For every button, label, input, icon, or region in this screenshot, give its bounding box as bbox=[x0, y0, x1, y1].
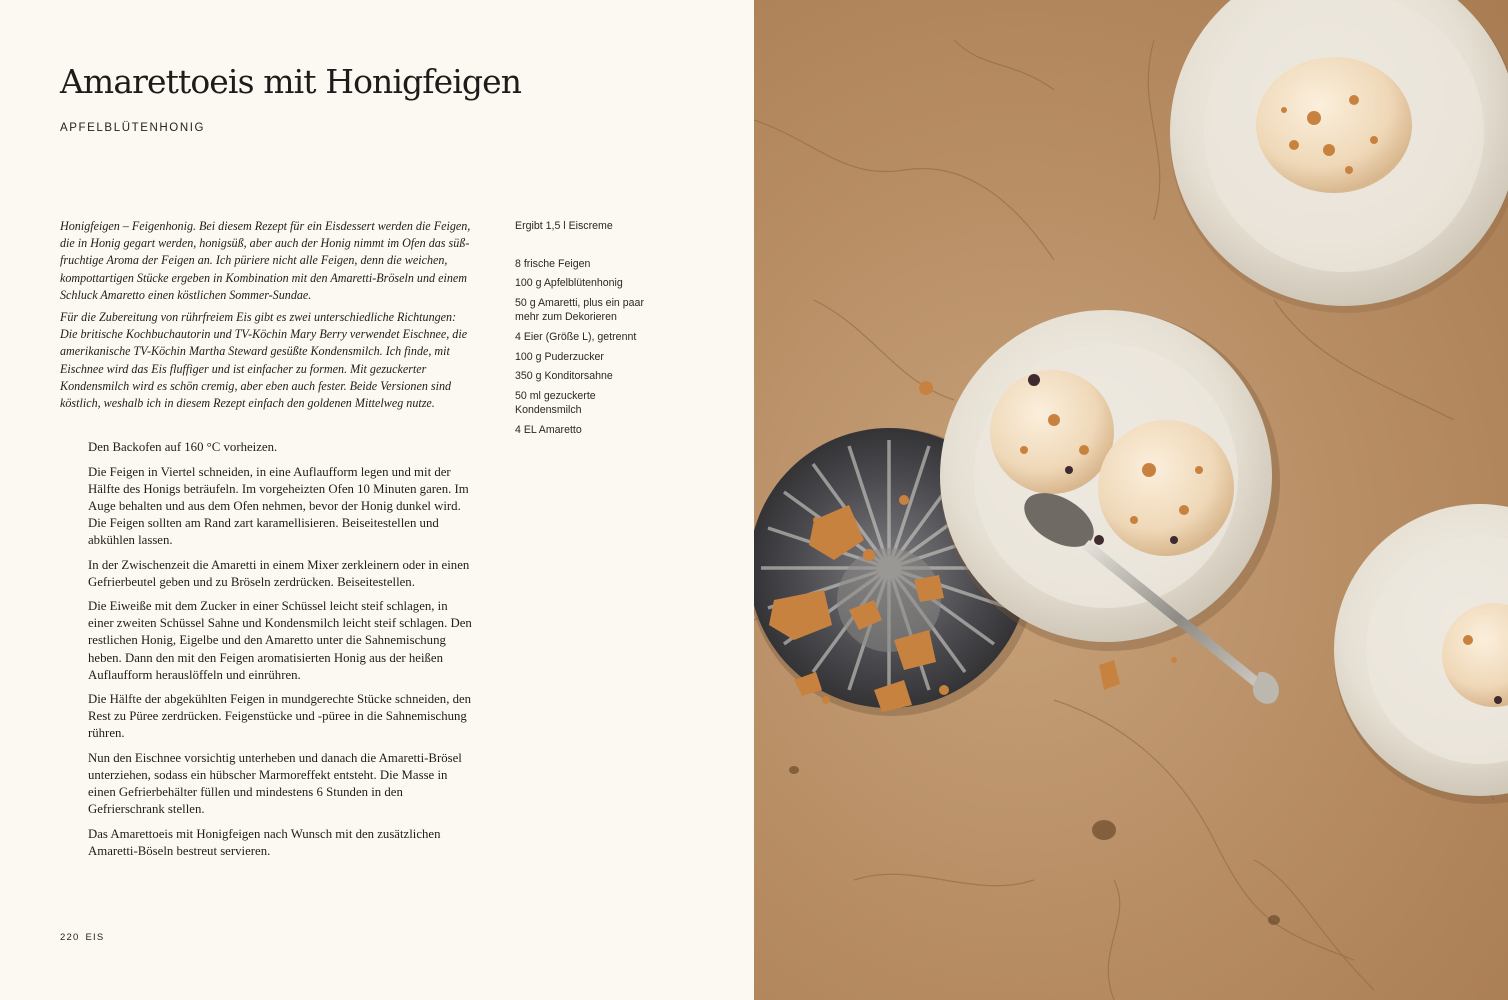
recipe-yield: Ergibt 1,5 l Eiscreme bbox=[515, 220, 613, 232]
instruction-step: In der Zwischenzeit die Amaretti in einem Mixer zerkleinern oder in einen Gefrierbeutel geben und zu Bröseln zerdrücken. Beiseitestellen. bbox=[88, 557, 470, 589]
ingredient-item: 8 frische Feigen bbox=[515, 257, 591, 270]
ingredient-panel bbox=[515, 219, 665, 443]
page-footer bbox=[60, 932, 104, 943]
ingredient-item: 4 EL Amaretto bbox=[515, 423, 582, 436]
instruction-step: Die Hälfte der abgekühlten Feigen in mundgerechte Stücke schneiden, den Rest zu Püree zerdrücken. Feigenstücke und -püree in die Sahnemischung rühren. bbox=[88, 692, 472, 741]
section-name: EIS bbox=[85, 932, 105, 943]
dessert-photo bbox=[754, 0, 1508, 1000]
ingredient-item: 50 ml gezuckerte Kondensmilch bbox=[515, 389, 596, 417]
instruction-step: Die Eiweiße mit dem Zucker in einer Schüssel leicht steif schlagen, in einer zweiten Schüssel Sahne und Kondensmilch leicht steif schlagen. Den restlichen Honig, Eigelbe und den Amaretto unter die Sahnemischung heben. Dann den mit den Feigen aromatisierten Honig aus der heißen Auflaufform herauslöffeln und einrühren. bbox=[88, 599, 472, 682]
instruction-step: Den Backofen auf 160 °C vorheizen. bbox=[88, 440, 278, 454]
instruction-step: Das Amarettoeis mit Honigfeigen nach Wunsch mit den zusätzlichen Amaretti-Böseln bestreut servieren. bbox=[88, 826, 441, 858]
right-bowl bbox=[1334, 504, 1508, 804]
ingredient-item: 100 g Puderzucker bbox=[515, 350, 604, 363]
instructions bbox=[88, 439, 473, 868]
recipe-title: Amarettoeis mit Honigfeigen bbox=[60, 62, 522, 101]
ingredient-item: 4 Eier (Größe L), getrennt bbox=[515, 330, 637, 343]
instruction-step: Die Feigen in Viertel schneiden, in eine Auflaufform legen und mit der Hälfte des Honigs beträufeln. Im vorgeheizten Ofen 10 Minuten garen. Im Auge behalten und aus dem Ofen nehmen, bevor der Honig dunkel wird. Die Feigen sollten am Rand zart karamellisieren. Beiseitestellen und abkühlen lassen. bbox=[88, 464, 469, 547]
ingredient-list bbox=[515, 257, 665, 438]
top-bowl bbox=[1170, 0, 1508, 313]
page-number: 220 bbox=[60, 932, 80, 943]
ingredient-item: 50 g Amaretti, plus ein paar mehr zum Dekorieren bbox=[515, 296, 644, 324]
instruction-step: Nun den Eischnee vorsichtig unterheben und danach die Amaretti-Brösel unterziehen, sodass ein hübscher Marmoreffekt entsteht. Die Masse in einen Gefrierbehälter füllen und mindestens 6 Stunden in den Gefrierschrank stellen. bbox=[88, 751, 462, 817]
intro-paragraph: Für die Zubereitung von rührfreiem Eis gibt es zwei unterschiedliche Richtungen: Die britische Kochbuchautorin und TV-Köchin Mary Berry verwendet Eischnee, die amerikanische TV-Köchin Martha Steward gesüßte Kondensmilch. Ich finde, mit Eischnee wird das Eis fluffiger und ist einfacher zu formen. Mit gezuckerter Kondensmilch wird es schön cremig, aber eben auch fester. Beide Versionen sind köstlich, weshalb ich in diesem Rezept einfach den goldenen Mittelweg nutze. bbox=[60, 310, 468, 411]
ingredient-item: 350 g Konditorsahne bbox=[515, 370, 613, 383]
ingredient-item: 100 g Apfelblütenhonig bbox=[515, 277, 623, 290]
recipe-subtitle: APFELBLÜTENHONIG bbox=[60, 122, 206, 134]
dessert-photo-icon bbox=[754, 0, 1508, 1000]
intro-text bbox=[60, 218, 476, 417]
intro-paragraph: Honigfeigen – Feigenhonig. Bei diesem Rezept für ein Eisdessert werden die Feigen, die in Honig gegart werden, honigsüß, aber auch der Honig nimmt im Ofen das süß-fruchtige Aroma der Feigen an. Ich püriere nicht alle Feigen, denn die weichen, kompottartigen Stücke ergeben in Kombination mit den Amaretti-Bröseln und einem Schluck Amaretto einen köstlichen Sommer-Sundae. bbox=[60, 219, 471, 302]
